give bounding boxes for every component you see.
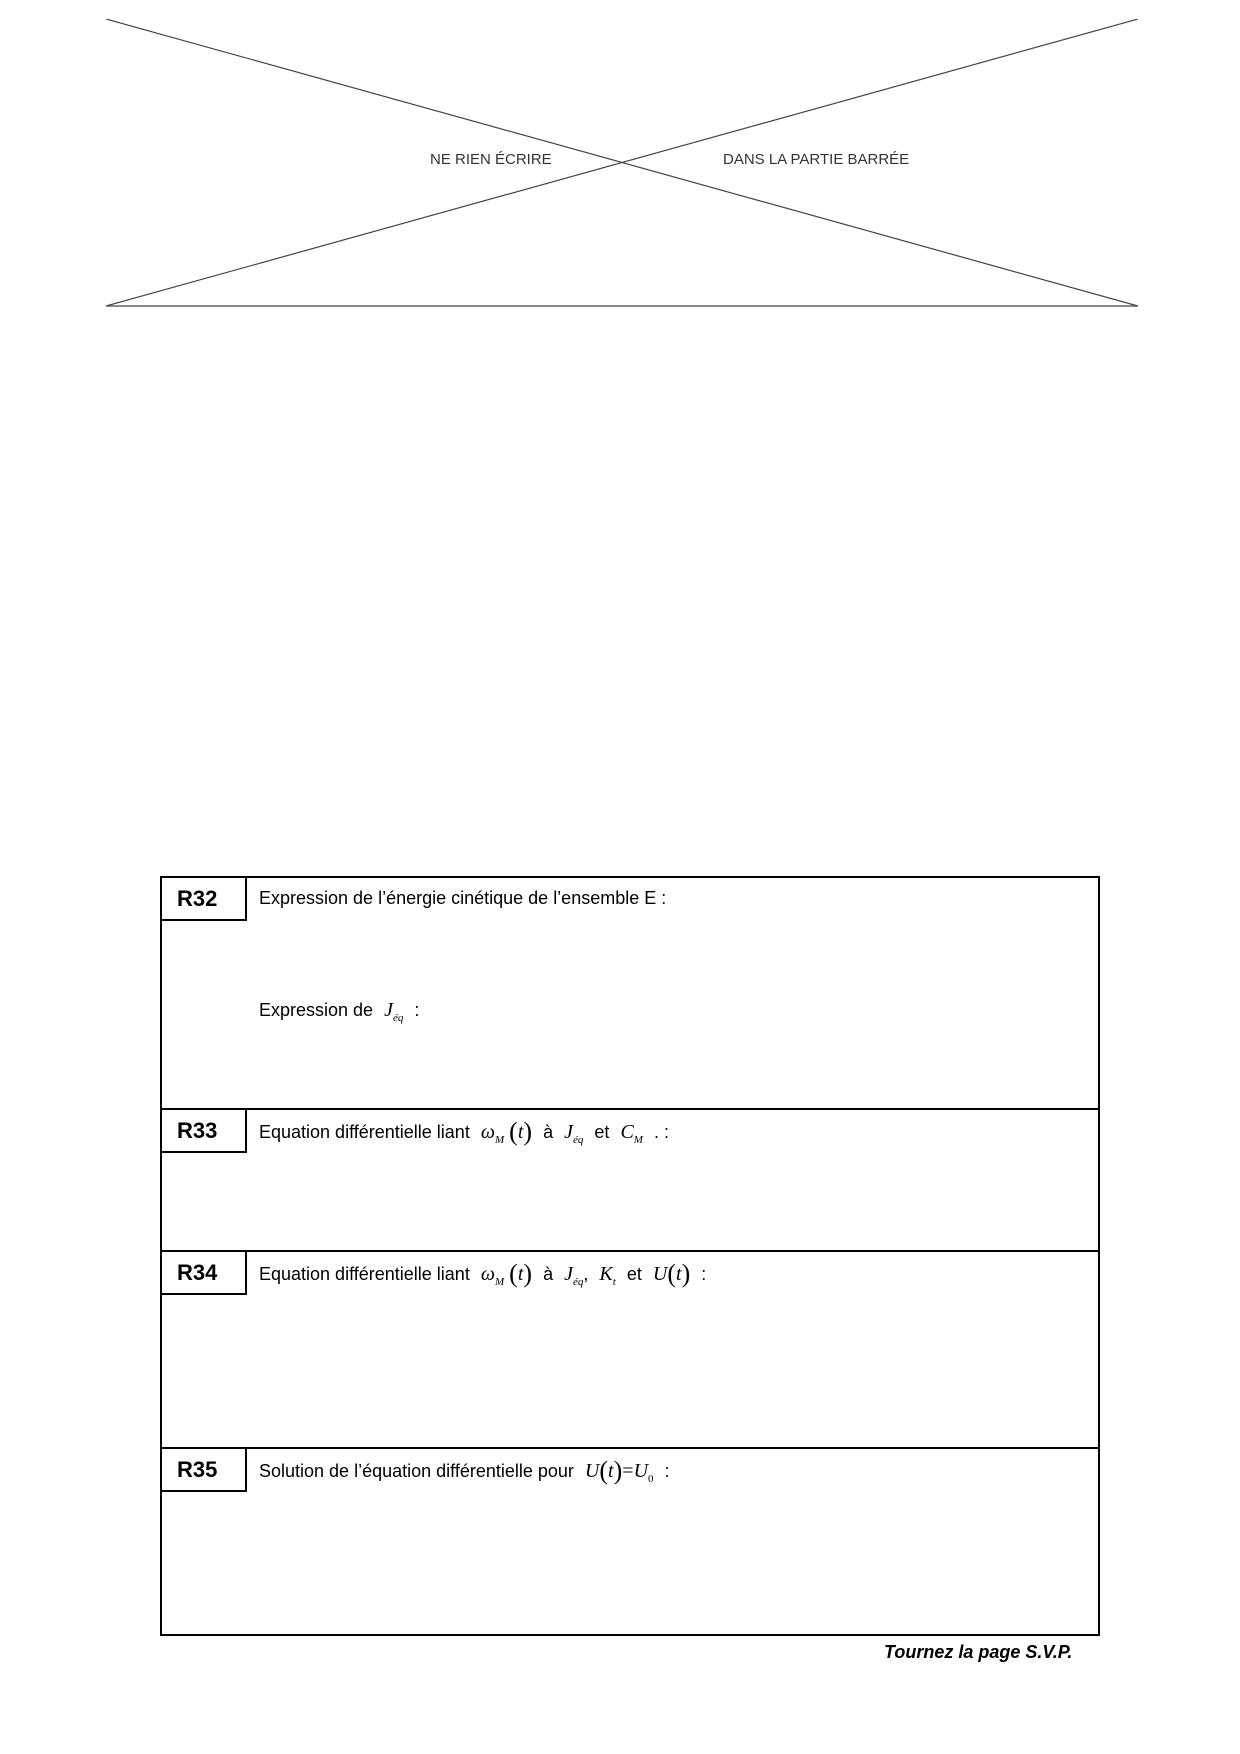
prompt-a: à bbox=[543, 1122, 554, 1142]
var-j: J bbox=[384, 999, 393, 1021]
answer-prompt-r32-jeq bbox=[259, 998, 419, 1030]
paren-open: ( bbox=[667, 1259, 676, 1288]
var-t: t bbox=[608, 1460, 614, 1482]
var-omega-subscript: M bbox=[494, 1276, 505, 1288]
answer-row-r32 bbox=[162, 878, 1098, 1108]
prompt-text: Equation différentielle liant bbox=[259, 1122, 470, 1142]
var-j: J bbox=[564, 1263, 573, 1285]
prompt-text: Equation différentielle liant bbox=[259, 1264, 470, 1284]
var-j-subscript: éq bbox=[392, 1012, 404, 1024]
var-t: t bbox=[676, 1263, 682, 1285]
paren-close: ) bbox=[681, 1259, 691, 1288]
barred-zone bbox=[106, 19, 1138, 307]
var-j-subscript: éq bbox=[573, 1134, 584, 1146]
answer-prompt-r32-kinetic-energy: Expression de l’énergie cinétique de l’ensemble E : bbox=[259, 888, 667, 908]
var-j-subscript: éq bbox=[573, 1276, 584, 1288]
var-u: U bbox=[652, 1263, 668, 1285]
answer-prompt-r33 bbox=[259, 1117, 669, 1152]
var-k-subscript: t bbox=[612, 1276, 616, 1288]
answer-label-r35: R35 bbox=[162, 1449, 247, 1492]
prompt-end: . : bbox=[653, 1122, 669, 1142]
paren-open: ( bbox=[509, 1117, 518, 1146]
var-u: U bbox=[584, 1460, 600, 1482]
prompt-end: : bbox=[664, 1461, 670, 1481]
paren-open: ( bbox=[599, 1456, 609, 1485]
var-omega: ω bbox=[480, 1121, 495, 1143]
prompt-et: et bbox=[626, 1264, 642, 1284]
prompt-comma: , bbox=[583, 1264, 589, 1284]
prompt-a: à bbox=[543, 1264, 554, 1284]
answer-row-r33 bbox=[162, 1108, 1098, 1250]
answer-label-r32: R32 bbox=[162, 878, 247, 921]
prompt-et: et bbox=[594, 1122, 610, 1142]
var-c-subscript: M bbox=[633, 1134, 643, 1146]
var-omega: ω bbox=[480, 1263, 495, 1285]
var-u0: U bbox=[633, 1460, 649, 1482]
answer-table bbox=[160, 876, 1100, 1636]
prompt-text: Solution de l’équation différentielle pour bbox=[259, 1461, 574, 1481]
var-c: C bbox=[620, 1121, 634, 1143]
answer-row-r35 bbox=[162, 1447, 1098, 1634]
equals-sign: = bbox=[622, 1460, 634, 1482]
answer-label-r33: R33 bbox=[162, 1110, 247, 1153]
var-u0-subscript: 0 bbox=[648, 1473, 654, 1485]
answer-prompt-r35 bbox=[259, 1456, 670, 1491]
turn-page-note: Tournez la page S.V.P. bbox=[884, 1642, 1073, 1662]
var-omega-subscript: M bbox=[494, 1134, 505, 1146]
prompt-text: Expression de bbox=[259, 1000, 374, 1020]
answer-prompt-r34 bbox=[259, 1259, 707, 1294]
var-t: t bbox=[517, 1263, 524, 1285]
paren-close: ) bbox=[523, 1259, 533, 1288]
barred-zone-right-text: DANS LA PARTIE BARRÉE bbox=[723, 151, 910, 168]
paren-close: ) bbox=[523, 1117, 533, 1146]
answer-row-r34 bbox=[162, 1250, 1098, 1447]
prompt-end: : bbox=[414, 1000, 420, 1020]
barred-zone-left-text: NE RIEN ÉCRIRE bbox=[430, 151, 552, 168]
answer-label-r34: R34 bbox=[162, 1252, 247, 1295]
prompt-end: : bbox=[701, 1264, 707, 1284]
barred-zone-cross bbox=[106, 19, 1138, 307]
var-j: J bbox=[564, 1121, 573, 1143]
paren-open: ( bbox=[509, 1259, 518, 1288]
var-k: K bbox=[599, 1263, 613, 1285]
paren-close: ) bbox=[613, 1456, 623, 1485]
var-t: t bbox=[517, 1121, 524, 1143]
